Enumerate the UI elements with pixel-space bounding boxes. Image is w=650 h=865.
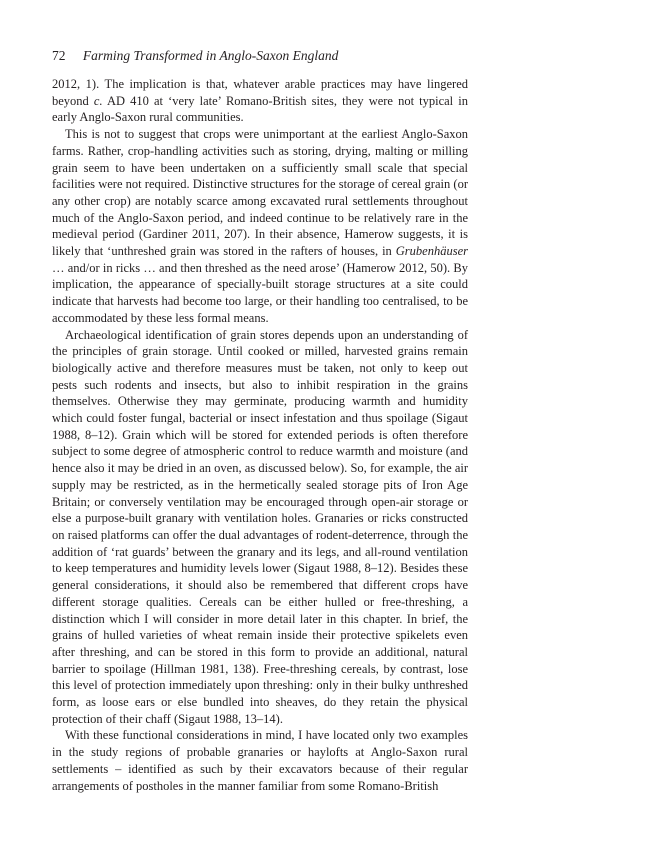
text-run: With these functional considerations in mind, I have located only two examples in the study regions of probable granaries or haylofts at Anglo-Saxon rural settlements – identified as such by their excavators because of their regular arrangements of postholes in the manner familiar from some Romano-British bbox=[52, 728, 468, 793]
book-title: Farming Transformed in Anglo-Saxon England bbox=[82, 48, 339, 63]
page-number: 72 bbox=[52, 48, 66, 63]
paragraph bbox=[52, 727, 468, 794]
text-run: AD 410 at ‘very late’ Romano-British sites, they were not typical in early Anglo-Saxon rural communities. bbox=[52, 93, 468, 125]
text-run: 2012, 1). The implication is that, whatever arable practices may have lingered beyond bbox=[52, 77, 468, 108]
text-run: Archaeological identification of grain stores depends upon an understanding of the principles of grain storage. Until cooked or milled, harvested grains remain biologically active and therefore measures must be taken, not only to keep out pests such rodents and insects, but also to inhibit respiration in the grains themselves. Otherwise they may germinate, producing warmth and humidity which could foster fungal, bacterial or insect infestation and thus spoilage (Sigaut 1988, 8–12). Grain which will be stored for extended periods is often therefore subject to some degree of atmospheric control to reduce warmth and moisture (and hence also it may be dried in an oven, as discussed below). So, for example, the air supply may be restricted, as in the hermetically sealed storage pits of Iron Age Britain; or conversely ventilation may be encouraged through open-air storage or else a purpose-built granary with ventilation holes. Granaries or ricks constructed on raised platforms can offer the dual advantages of rodent-deterrence, through the addition of ‘rat guards’ between the granary and its legs, and all-round ventilation to keep temperatures and humidity levels lower (Sigaut 1988, 8–12). Besides these general considerations, it should also be remembered that different crops have different storage qualities. Cereals can be either hulled or free-threshing, a distinction which I will consider in more detail later in this chapter. In brief, the grains of hulled varieties of wheat remain inside their protective spikelets even after threshing, and can be stored in this form to provide an additional, natural barrier to spoilage (Hillman 1981, 138). Free-threshing cereals, by contrast, lose this level of protection immediately upon threshing: only in their bulky unthreshed form, as loose ears or else bundled into sheaves, do they retain the physical protection of their chaff (Sigaut 1988, 13–14). bbox=[52, 327, 468, 726]
running-head bbox=[52, 47, 338, 65]
paragraph bbox=[52, 76, 468, 126]
paragraph bbox=[52, 327, 468, 728]
paragraph bbox=[52, 126, 468, 326]
text-run: … and/or in ricks … and then threshed as the need arose’ (Hamerow 2012, 50). By implication, the appearance of specially-built storage structures at a site could indicate that harvests had become too large, or their handling too centralised, to be accommodated by these less formal means. bbox=[52, 260, 468, 325]
italic-term: Grubenhäuser bbox=[395, 244, 468, 259]
text-run: This is not to suggest that crops were unimportant at the earliest Anglo-Saxon farms. Rather, crop-handling activities such as storing, drying, malting or milling grain seem to have been undertaken on a sufficiently small scale that special facilities were not required. Distinctive structures for the storage of cereal grain (or any other crop) are notably scarce among excavated rural settlements throughout much of the Anglo-Saxon period, and indeed continue to be relatively rare in the medieval period (Gardiner 2011, 207). In their absence, Hamerow suggests, it is likely that ‘unthreshed grain was stored in the rafters of houses, in bbox=[52, 127, 468, 259]
italic-term: c. bbox=[93, 93, 103, 108]
body-text bbox=[52, 76, 468, 794]
